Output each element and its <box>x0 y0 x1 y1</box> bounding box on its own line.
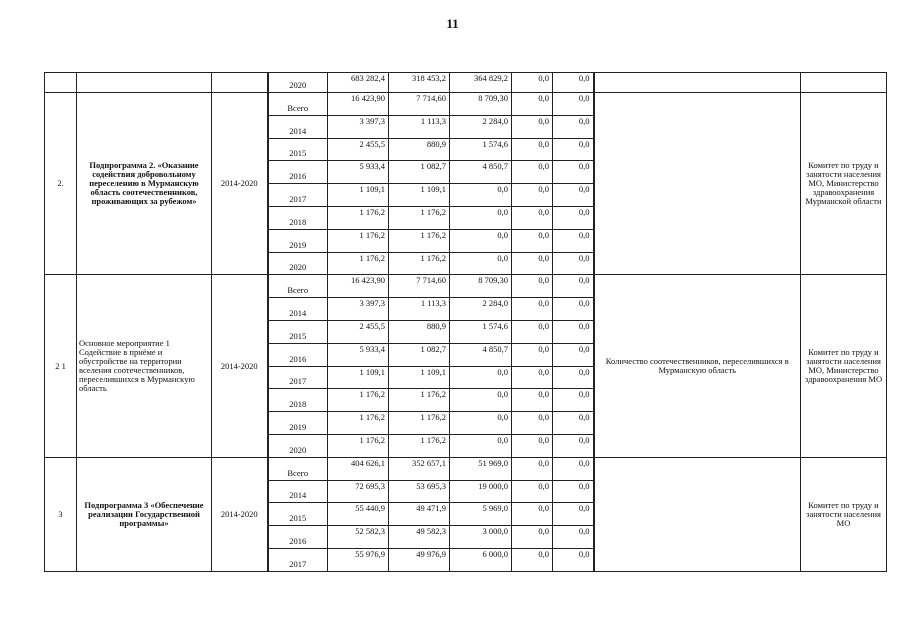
value-cell: 0,0 <box>512 343 553 366</box>
value-cell: 0,0 <box>512 457 553 480</box>
value-cell: 4 850,7 <box>450 343 512 366</box>
value-cell: 0,0 <box>553 434 594 457</box>
value-cell: 1 109,1 <box>328 366 389 389</box>
indicator-cell <box>594 73 801 93</box>
year-cell: 2014 <box>268 298 328 321</box>
value-cell: 0,0 <box>512 93 553 116</box>
year-cell: 2017 <box>268 184 328 207</box>
value-cell: 49 582,3 <box>389 526 450 549</box>
value-cell: 72 695,3 <box>328 480 389 503</box>
year-cell: Всего <box>268 275 328 298</box>
block-period: 2014-2020 <box>212 93 268 275</box>
value-cell: 0,0 <box>553 229 594 252</box>
value-cell: 0,0 <box>512 73 553 93</box>
table-row <box>45 275 887 298</box>
value-cell: 0,0 <box>512 412 553 435</box>
block-indicator <box>594 93 801 275</box>
year-cell: 2020 <box>268 73 328 93</box>
value-cell: 19 000,0 <box>450 480 512 503</box>
value-cell: 0,0 <box>512 229 553 252</box>
value-cell: 49 976,9 <box>389 548 450 571</box>
block-executor: Комитет по труду и занятости населения МО, Министерство здравоохранения МО <box>801 275 887 457</box>
value-cell: 51 969,0 <box>450 457 512 480</box>
year-cell: 2016 <box>268 526 328 549</box>
value-cell: 1 176,2 <box>389 252 450 275</box>
value-cell: 1 176,2 <box>328 434 389 457</box>
value-cell: 364 829,2 <box>450 73 512 93</box>
value-cell: 8 709,30 <box>450 275 512 298</box>
value-cell: 1 109,1 <box>389 366 450 389</box>
row-name-cell <box>77 73 212 93</box>
value-cell: 1 082,7 <box>389 343 450 366</box>
value-cell: 0,0 <box>512 434 553 457</box>
block-name: Подпрограмма 3 «Обеспечение реализации Государственной программы» <box>77 457 212 571</box>
value-cell: 0,0 <box>553 138 594 161</box>
year-cell: 2018 <box>268 389 328 412</box>
year-cell: 2017 <box>268 548 328 571</box>
value-cell: 0,0 <box>450 412 512 435</box>
year-cell: 2014 <box>268 115 328 138</box>
value-cell: 0,0 <box>512 389 553 412</box>
value-cell: 0,0 <box>553 480 594 503</box>
year-cell: 2016 <box>268 343 328 366</box>
year-cell: 2019 <box>268 412 328 435</box>
page-number: 11 <box>446 16 459 31</box>
value-cell: 5 969,0 <box>450 503 512 526</box>
value-cell: 0,0 <box>553 412 594 435</box>
value-cell: 1 176,2 <box>328 206 389 229</box>
value-cell: 2 284,0 <box>450 298 512 321</box>
year-cell: 2019 <box>268 229 328 252</box>
year-cell: Всего <box>268 457 328 480</box>
value-cell: 0,0 <box>512 275 553 298</box>
value-cell: 0,0 <box>553 252 594 275</box>
value-cell: 16 423,90 <box>328 93 389 116</box>
year-cell: 2015 <box>268 320 328 343</box>
value-cell: 53 695,3 <box>389 480 450 503</box>
value-cell: 3 397,3 <box>328 115 389 138</box>
value-cell: 1 176,2 <box>389 206 450 229</box>
value-cell: 0,0 <box>553 320 594 343</box>
value-cell: 7 714,60 <box>389 93 450 116</box>
value-cell: 0,0 <box>553 503 594 526</box>
value-cell: 0,0 <box>553 73 594 93</box>
block-indicator <box>594 457 801 571</box>
value-cell: 1 176,2 <box>328 412 389 435</box>
value-cell: 0,0 <box>553 548 594 571</box>
value-cell: 0,0 <box>512 206 553 229</box>
value-cell: 0,0 <box>553 389 594 412</box>
value-cell: 0,0 <box>553 275 594 298</box>
value-cell: 1 176,2 <box>389 229 450 252</box>
value-cell: 1 176,2 <box>328 389 389 412</box>
value-cell: 352 657,1 <box>389 457 450 480</box>
table-row <box>45 73 887 93</box>
value-cell: 2 455,5 <box>328 138 389 161</box>
value-cell: 2 284,0 <box>450 115 512 138</box>
year-cell: 2015 <box>268 138 328 161</box>
value-cell: 0,0 <box>553 206 594 229</box>
value-cell: 0,0 <box>512 320 553 343</box>
value-cell: 49 471,9 <box>389 503 450 526</box>
block-name: Подпрограмма 2. «Оказание содействия добровольному переселению в Мурманскую область соотечественников, проживающих за рубежом» <box>77 93 212 275</box>
value-cell: 0,0 <box>512 184 553 207</box>
value-cell: 6 000,0 <box>450 548 512 571</box>
value-cell: 55 440,9 <box>328 503 389 526</box>
value-cell: 4 850,7 <box>450 161 512 184</box>
value-cell: 3 397,3 <box>328 298 389 321</box>
value-cell: 0,0 <box>553 184 594 207</box>
value-cell: 880,9 <box>389 320 450 343</box>
value-cell: 1 574,6 <box>450 320 512 343</box>
table-row <box>45 457 887 480</box>
value-cell: 0,0 <box>512 503 553 526</box>
value-cell: 1 574,6 <box>450 138 512 161</box>
value-cell: 0,0 <box>450 229 512 252</box>
value-cell: 1 082,7 <box>389 161 450 184</box>
value-cell: 0,0 <box>553 343 594 366</box>
value-cell: 0,0 <box>512 480 553 503</box>
row-period-cell <box>212 73 268 93</box>
value-cell: 1 176,2 <box>389 434 450 457</box>
value-cell: 3 000,0 <box>450 526 512 549</box>
block-number: 2 1 <box>45 275 77 457</box>
year-cell: 2020 <box>268 434 328 457</box>
value-cell: 0,0 <box>512 115 553 138</box>
year-cell: 2020 <box>268 252 328 275</box>
value-cell: 1 176,2 <box>389 412 450 435</box>
row-number-cell <box>45 73 77 93</box>
year-cell: Всего <box>268 93 328 116</box>
value-cell: 1 176,2 <box>328 252 389 275</box>
value-cell: 0,0 <box>512 138 553 161</box>
block-executor: Комитет по труду и занятости населения МО, Министерство здравоохранения Мурманской области <box>801 93 887 275</box>
value-cell: 1 176,2 <box>328 229 389 252</box>
block-period: 2014-2020 <box>212 275 268 457</box>
value-cell: 0,0 <box>553 161 594 184</box>
year-cell: 2014 <box>268 480 328 503</box>
year-cell: 2017 <box>268 366 328 389</box>
block-number: 3 <box>45 457 77 571</box>
value-cell: 55 976,9 <box>328 548 389 571</box>
table-row <box>45 93 887 116</box>
value-cell: 0,0 <box>512 161 553 184</box>
value-cell: 0,0 <box>553 457 594 480</box>
value-cell: 8 709,30 <box>450 93 512 116</box>
value-cell: 0,0 <box>553 115 594 138</box>
year-cell: 2018 <box>268 206 328 229</box>
value-cell: 1 176,2 <box>389 389 450 412</box>
value-cell: 0,0 <box>553 526 594 549</box>
value-cell: 0,0 <box>450 389 512 412</box>
value-cell: 0,0 <box>553 93 594 116</box>
value-cell: 0,0 <box>450 434 512 457</box>
value-cell: 0,0 <box>450 206 512 229</box>
value-cell: 5 933,4 <box>328 161 389 184</box>
value-cell: 7 714,60 <box>389 275 450 298</box>
value-cell: 683 282,4 <box>328 73 389 93</box>
value-cell: 0,0 <box>450 366 512 389</box>
block-period: 2014-2020 <box>212 457 268 571</box>
year-cell: 2016 <box>268 161 328 184</box>
value-cell: 0,0 <box>553 366 594 389</box>
value-cell: 0,0 <box>512 252 553 275</box>
value-cell: 318 453,2 <box>389 73 450 93</box>
value-cell: 404 626,1 <box>328 457 389 480</box>
block-name: Основное мероприятие 1 Содействие в приёме и обустройстве на территории вселения соотечественников, переселившихся в Мурманскую область <box>77 275 212 457</box>
value-cell: 52 582,3 <box>328 526 389 549</box>
value-cell: 0,0 <box>512 298 553 321</box>
value-cell: 1 109,1 <box>389 184 450 207</box>
executor-cell <box>801 73 887 93</box>
value-cell: 880,9 <box>389 138 450 161</box>
value-cell: 1 109,1 <box>328 184 389 207</box>
value-cell: 0,0 <box>450 252 512 275</box>
value-cell: 0,0 <box>450 184 512 207</box>
block-indicator: Количество соотечественников, переселившихся в Мурманскую область <box>594 275 801 457</box>
value-cell: 0,0 <box>512 526 553 549</box>
value-cell: 1 113,3 <box>389 115 450 138</box>
value-cell: 5 933,4 <box>328 343 389 366</box>
block-executor: Комитет по труду и занятости населения МО <box>801 457 887 571</box>
value-cell: 1 113,3 <box>389 298 450 321</box>
value-cell: 16 423,90 <box>328 275 389 298</box>
program-funding-table <box>44 72 887 572</box>
value-cell: 2 455,5 <box>328 320 389 343</box>
value-cell: 0,0 <box>553 298 594 321</box>
value-cell: 0,0 <box>512 548 553 571</box>
value-cell: 0,0 <box>512 366 553 389</box>
year-cell: 2015 <box>268 503 328 526</box>
block-number: 2. <box>45 93 77 275</box>
